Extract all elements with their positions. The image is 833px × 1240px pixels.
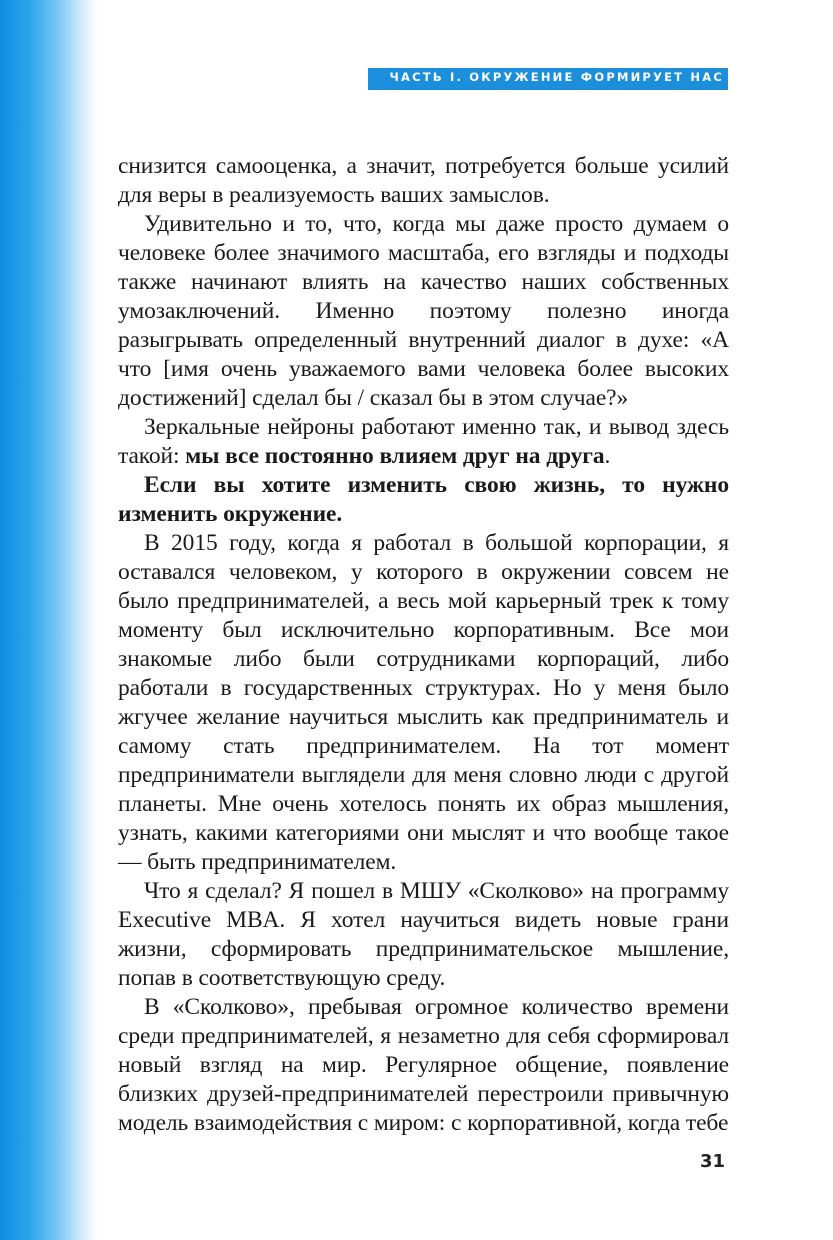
running-header-title: ЧАСТЬ I. ОКРУЖЕНИЕ ФОРМИРУЕТ НАС bbox=[389, 70, 724, 84]
paragraph-1: снизится самооценка, а значит, потребуется больше усилий для веры в реализуемость ваших замыслов. bbox=[118, 153, 729, 208]
paragraph-2: Удивительно и то, что, когда мы даже просто думаем о человеке более значимого масштаба, его взгляды и подходы также начинают влиять на качество наших собственных умозаключений. Именно поэтому полезно иногда разыгрывать определенный внутренний диалог в духе: «А что [имя очень уважаемого вами человека более высоких достижений] сделал бы / сказал бы в этом случае?» bbox=[118, 211, 729, 411]
paragraph-3-bold: мы все постоянно влияем друг на друга bbox=[185, 443, 605, 469]
page-body bbox=[118, 152, 729, 1138]
paragraph-4-bold: Если вы хотите изменить свою жизнь, то нужно изменить окружение. bbox=[118, 472, 729, 527]
page-number: 31 bbox=[700, 1151, 726, 1172]
paragraph-7: В «Сколково», пребывая огромное количество времени среди предпринимателей, я незаметно для себя сформировал новый взгляд на мир. Регулярное общение, появление близких друзей-предпринимателей перестроили привычную модель взаимодействия с миром: с корпоративной, когда тебе bbox=[118, 994, 729, 1136]
paragraph-4 bbox=[118, 471, 729, 529]
paragraph-6: Что я сделал? Я пошел в МШУ «Сколково» на программу Executive MBA. Я хотел научиться видеть новые грани жизни, сформировать предпринимательское мышление, попав в соответствующую среду. bbox=[118, 878, 729, 991]
paragraph-3 bbox=[118, 413, 729, 471]
running-header bbox=[368, 68, 728, 90]
paragraph-5: В 2015 году, когда я работал в большой корпорации, я оставался человеком, у которого в окружении совсем не было предпринимателей, а весь мой карьерный трек к тому моменту был исключительно корпоративным. Все мои знакомые либо были сотрудниками корпораций, либо работали в государственных структурах. Но у меня было жгучее желание научиться мыслить как предприниматель и самому стать предпринимателем. На тот момент предприниматели выглядели для меня словно люди с другой планеты. Мне очень хотелось понять их образ мышления, узнать, какими категориями они мыслят и что вообще такое — быть предпринимателем. bbox=[118, 530, 729, 875]
paragraph-3-start: Зеркальные нейроны работают именно так, и вывод здесь такой: bbox=[118, 414, 729, 469]
paragraph-3-end: . bbox=[604, 443, 611, 469]
decorative-side-stripe bbox=[0, 0, 98, 1240]
